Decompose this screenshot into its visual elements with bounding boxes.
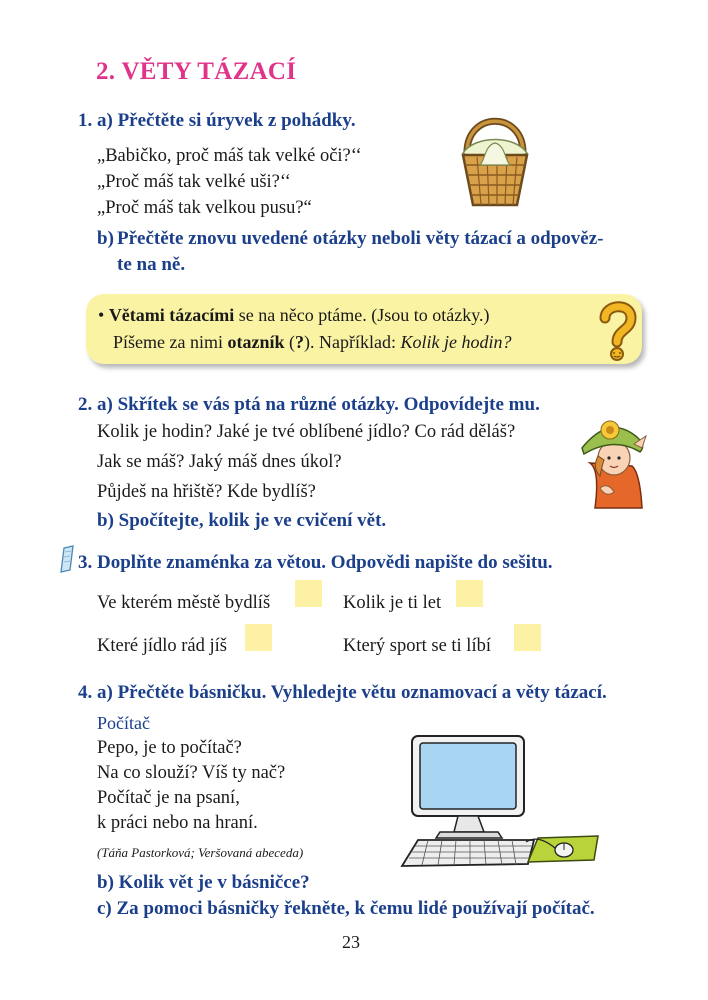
rule-text-2b: ( <box>284 332 295 352</box>
task1-line-1: „Babičko, proč máš tak velké oči?‘‘ <box>97 146 362 166</box>
poem-line-3: Počítač je na psaní, <box>97 788 240 808</box>
rule-bold-otaznik: otazník <box>227 332 285 352</box>
rule-text-2c: ). Například: <box>304 332 401 352</box>
poem-title: Počítač <box>97 713 150 733</box>
poem-line-4: k práci nebo na hraní. <box>97 813 258 833</box>
task4-a-heading: 4. a) Přečtěte básničku. Vyhledejte větu oznamovací a věty tázací. <box>78 682 607 703</box>
elf-icon <box>580 408 650 508</box>
task3-item-4: Který sport se ti líbí <box>343 636 491 656</box>
rule-bullet: • <box>98 305 105 325</box>
task4-b-heading: b) Kolik vět je v básničce? <box>97 872 310 893</box>
rule-text-2a: Píšeme za nimi <box>113 332 228 352</box>
task3-item-2: Kolik je ti let <box>343 593 442 613</box>
task1-line-3: „Proč máš tak velkou pusu?“ <box>97 198 312 218</box>
task1-b-label: b) <box>97 228 114 249</box>
task2-line-2: Jak se máš? Jaký máš dnes úkol? <box>97 452 342 472</box>
task3-item-1: Ve kterém městě bydlíš <box>97 593 271 613</box>
answer-box-2 <box>456 580 483 607</box>
notebook-icon <box>60 546 74 572</box>
poem-line-1: Pepo, je to počítač? <box>97 738 242 758</box>
task1-line-2: „Proč máš tak velké uši?‘‘ <box>97 172 291 192</box>
task2-b-heading: b) Spočítejte, kolik je ve cvičení vět. <box>97 510 387 531</box>
task3-heading: 3. Doplňte znaménka za větou. Odpovědi napište do sešitu. <box>78 552 553 573</box>
answer-box-4 <box>514 624 541 651</box>
rule-example: Kolik je hodin? <box>400 332 512 352</box>
page-title: 2. VĚTY TÁZACÍ <box>96 58 297 85</box>
rule-box <box>86 294 642 364</box>
poem-line-2: Na co slouží? Víš ty nač? <box>97 763 286 783</box>
task2-line-1: Kolik je hodin? Jaké je tvé oblíbené jídlo? Co rád děláš? <box>97 422 516 442</box>
answer-box-1 <box>295 580 322 607</box>
rule-bold-term: Větami tázacími <box>108 305 235 325</box>
task4-c-heading: c) Za pomoci básničky řekněte, k čemu lidé používají počítač. <box>97 898 595 919</box>
task2-a-heading: 2. a) Skřítek se vás ptá na různé otázky. Odpovídejte mu. <box>78 394 540 415</box>
rule-text-1: se na něco ptáme. (Jsou to otázky.) <box>234 305 490 325</box>
task3-item-3: Které jídlo rád jíš <box>97 636 227 656</box>
basket-icon <box>455 105 535 215</box>
task1-b-line-1: Přečtěte znovu uvedené otázky neboli věty tázací a odpověz- <box>117 228 604 249</box>
task2-line-3: Půjdeš na hřiště? Kde bydlíš? <box>97 482 316 502</box>
question-mark-icon <box>597 300 637 362</box>
computer-icon <box>398 734 608 874</box>
page-number: 23 <box>342 932 360 952</box>
task1-a-heading: 1. a) Přečtěte si úryvek z pohádky. <box>78 110 356 131</box>
rule-bold-qmark: ? <box>295 332 304 352</box>
answer-box-3 <box>245 624 272 651</box>
poem-source: (Táňa Pastorková; Veršovaná abeceda) <box>97 845 304 860</box>
task1-b-line-2: te na ně. <box>117 254 186 275</box>
